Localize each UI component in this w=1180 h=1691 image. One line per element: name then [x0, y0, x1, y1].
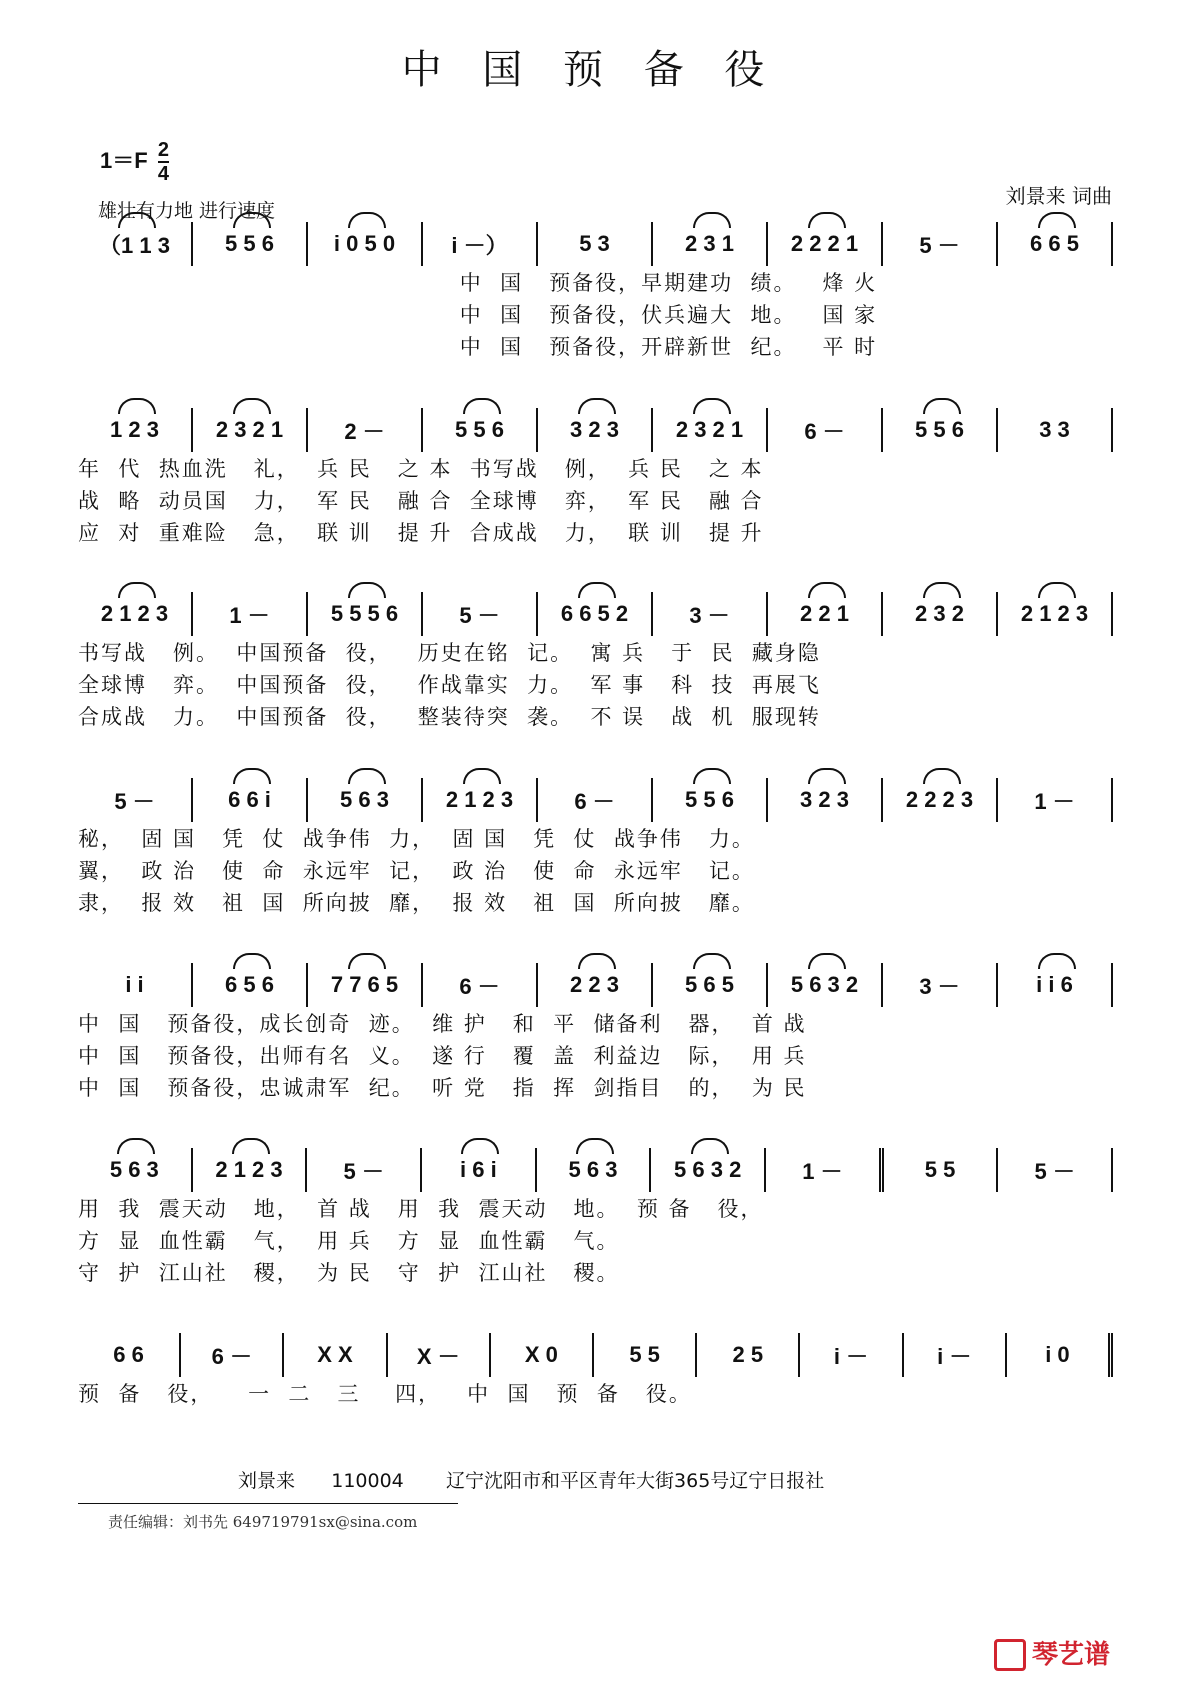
measure-notes: 5 5 — [629, 1342, 660, 1367]
lyric-line: 翼， 政 治 使 命 永远牢 记， 政 治 使 命 永远牢 记。 — [78, 859, 755, 883]
measure — [388, 1333, 491, 1377]
measure — [697, 1333, 800, 1377]
slur-mark — [233, 953, 271, 969]
measure — [78, 1333, 181, 1377]
measure — [998, 778, 1113, 822]
measure — [308, 592, 423, 636]
notation-row — [78, 778, 1113, 822]
measure — [193, 408, 308, 452]
slur-mark — [233, 768, 271, 784]
measure — [423, 778, 538, 822]
measure — [653, 592, 768, 636]
measure — [768, 592, 883, 636]
lyric-line: 秘， 固 国 凭 仗 战争伟 力， 固 国 凭 仗 战争伟 力。 — [78, 827, 755, 851]
slur-mark — [1038, 212, 1076, 228]
slur-mark — [808, 768, 846, 784]
measure-notes: 5 － — [459, 602, 500, 628]
measure — [998, 1148, 1113, 1192]
key-label: 1＝F — [100, 147, 148, 173]
score-system — [78, 778, 1113, 918]
measure — [538, 778, 653, 822]
measure-notes: i 0 5 0 — [333, 231, 396, 256]
measure — [768, 408, 883, 452]
watermark-text: 琴艺谱 — [1031, 1639, 1110, 1670]
lyric-line: 中 国 预备役，早期建功 绩。 烽 火 — [78, 271, 878, 295]
measure — [308, 408, 423, 452]
measure-notes: 5 6 3 — [568, 1157, 618, 1182]
measure-notes: 1 － — [1034, 788, 1075, 814]
logo-icon — [994, 1639, 1026, 1671]
measure-notes: i 6 i — [460, 1157, 497, 1182]
measure — [78, 408, 193, 452]
measure-notes: 5 6 3 2 — [674, 1157, 742, 1182]
measure — [883, 778, 998, 822]
measure — [884, 1148, 999, 1192]
measure — [653, 963, 768, 1007]
measure-notes: i － — [937, 1343, 972, 1369]
measure-notes: 2 2 2 3 — [905, 787, 974, 812]
measure-notes: （1 1 3 — [99, 232, 170, 258]
measure-notes: i －） — [451, 232, 508, 258]
measure-notes: 5 － — [919, 232, 960, 258]
measure — [78, 963, 193, 1007]
slur-mark — [117, 1138, 155, 1154]
measure-notes: 2 1 2 3 — [215, 1157, 283, 1182]
measure — [78, 778, 193, 822]
measure-notes: 5 5 6 — [915, 417, 964, 442]
measure — [78, 222, 193, 266]
slur-mark — [693, 212, 731, 228]
lyric-line: 中 国 预备役，出师有名 义。 遂 行 覆 盖 利益边 际， 用 兵 — [78, 1044, 807, 1068]
lyric-line: 预 备 役， 一 二 三 四， 中 国 预 备 役。 — [78, 1382, 692, 1406]
score-system — [78, 222, 1113, 362]
notation-row — [78, 408, 1113, 452]
measure-notes: i i — [125, 972, 144, 997]
slur-mark — [693, 953, 731, 969]
slur-mark — [923, 768, 961, 784]
measure — [308, 963, 423, 1007]
measure — [423, 222, 538, 266]
lyric-line: 战 略 动员国 力， 军 民 融 合 全球博 弈， 军 民 融 合 — [78, 489, 764, 513]
slur-mark — [233, 212, 271, 228]
measure-notes: 5 5 — [924, 1157, 956, 1182]
slur-mark — [461, 1138, 499, 1154]
measure-notes: 2 3 1 — [685, 231, 734, 256]
measure-notes: 2 － — [344, 418, 385, 444]
measure-notes: 5 5 6 — [685, 787, 734, 812]
measure-notes: 6 － — [804, 418, 845, 444]
tempo-marking: 雄壮有力地 进行速度 — [98, 200, 276, 222]
notation-row — [78, 1333, 1113, 1377]
measure — [768, 963, 883, 1007]
score-system — [78, 408, 1113, 548]
measure-notes: 3 － — [919, 973, 960, 999]
measure — [193, 592, 308, 636]
measure — [998, 408, 1113, 452]
slur-mark — [1038, 953, 1076, 969]
measure-notes: X － — [416, 1343, 460, 1369]
key-signature — [100, 140, 169, 184]
slur-mark — [808, 582, 846, 598]
measure-notes: 5 － — [343, 1158, 384, 1184]
measure-notes: 5 5 5 6 — [330, 601, 399, 626]
measure — [998, 222, 1113, 266]
measure — [904, 1333, 1007, 1377]
measure-notes: 6 6 i — [228, 787, 271, 812]
measure — [193, 222, 308, 266]
measure — [538, 963, 653, 1007]
measure-notes: 2 1 2 3 — [100, 601, 169, 626]
measure — [998, 963, 1113, 1007]
notation-row — [78, 222, 1113, 266]
measure-notes: 6 6 5 — [1030, 231, 1079, 256]
watermark — [994, 1634, 1110, 1672]
measure — [308, 778, 423, 822]
measure-notes: i 0 — [1045, 1342, 1070, 1367]
measure-notes: 2 3 2 — [915, 601, 964, 626]
measure-notes: 6 6 — [113, 1342, 144, 1367]
measure-notes: 6 5 6 — [225, 972, 274, 997]
measure-notes: 2 2 3 — [570, 972, 619, 997]
measure-notes: 6 － — [574, 788, 615, 814]
measure-notes: 2 3 2 1 — [675, 417, 744, 442]
slur-mark — [233, 398, 271, 414]
lyric-line: 年 代 热血洗 礼， 兵 民 之 本 书写战 例， 兵 民 之 本 — [78, 457, 764, 481]
measure — [998, 592, 1113, 636]
lyric-line: 方 显 血性霸 气， 用 兵 方 显 血性霸 气。 — [78, 1229, 620, 1253]
notation-row — [78, 1148, 1113, 1192]
measure-notes: i i 6 — [1036, 972, 1073, 997]
measure-notes: i － — [833, 1343, 869, 1369]
slur-mark — [348, 212, 386, 228]
measure — [883, 963, 998, 1007]
measure — [537, 1148, 652, 1192]
measure — [768, 222, 883, 266]
lyric-line: 隶， 报 效 祖 国 所向披 靡， 报 效 祖 国 所向披 靡。 — [78, 891, 755, 915]
measure-notes: 6 － — [459, 973, 500, 999]
lyric-line: 中 国 预备役，忠诚肃军 纪。 听 党 指 挥 剑指目 的， 为 民 — [78, 1076, 807, 1100]
measure-notes: 3 2 3 — [570, 417, 619, 442]
measure-notes: 5 6 3 2 — [790, 972, 859, 997]
lyric-line: 中 国 预备役，开辟新世 纪。 平 时 — [78, 335, 878, 359]
measure — [423, 963, 538, 1007]
measure-notes: 3 － — [689, 602, 730, 628]
measure — [423, 408, 538, 452]
slur-mark — [576, 1138, 614, 1154]
measure — [1007, 1333, 1113, 1377]
slur-mark — [578, 582, 616, 598]
slur-mark — [348, 768, 386, 784]
notation-row — [78, 592, 1113, 636]
measure — [883, 222, 998, 266]
measure-notes: 2 1 2 3 — [445, 787, 514, 812]
lyric-line: 中 国 预备役，成长创奇 迹。 维 护 和 平 储备利 器， 首 战 — [78, 1012, 807, 1036]
slur-mark — [691, 1138, 729, 1154]
measure-notes: 1 － — [229, 602, 270, 628]
measure-notes: 5 3 — [579, 231, 610, 256]
measure — [193, 963, 308, 1007]
score-system — [78, 1333, 1113, 1409]
measure — [538, 592, 653, 636]
measure-notes: 5 5 6 — [225, 231, 274, 256]
measure-notes: 2 3 2 1 — [215, 417, 284, 442]
slur-mark — [118, 212, 156, 228]
measure-notes: X X — [317, 1342, 353, 1367]
measure-notes: 2 1 2 3 — [1020, 601, 1089, 626]
measure — [594, 1333, 697, 1377]
measure — [78, 1148, 193, 1192]
time-denominator: 4 — [157, 163, 169, 185]
score-system — [78, 1148, 1113, 1288]
measure — [653, 408, 768, 452]
page-title: 中 国 预 备 役 — [401, 47, 779, 93]
lyric-line: 守 护 江山社 稷， 为 民 守 护 江山社 稷。 — [78, 1261, 620, 1285]
slur-mark — [463, 398, 501, 414]
measure — [181, 1333, 284, 1377]
slur-mark — [232, 1138, 270, 1154]
measure-notes: 1 2 3 — [110, 417, 159, 442]
measure — [423, 592, 538, 636]
slur-mark — [118, 582, 156, 598]
measure — [193, 778, 308, 822]
measure-notes: 3 2 3 — [800, 787, 849, 812]
slur-mark — [693, 768, 731, 784]
measure — [491, 1333, 594, 1377]
measure-notes: 2 2 1 — [800, 601, 849, 626]
measure-notes: 1 － — [802, 1158, 843, 1184]
slur-mark — [578, 398, 616, 414]
slur-mark — [578, 953, 616, 969]
slur-mark — [808, 953, 846, 969]
lyric-line: 应 对 重难险 急， 联 训 提 升 合成战 力， 联 训 提 升 — [78, 521, 764, 545]
measure — [653, 222, 768, 266]
slur-mark — [923, 582, 961, 598]
score-system — [78, 592, 1113, 732]
measure-notes: 3 3 — [1039, 417, 1070, 442]
measure — [538, 408, 653, 452]
author-credit: 刘景来 词曲 — [1005, 184, 1112, 208]
measure — [307, 1148, 422, 1192]
slur-mark — [118, 398, 156, 414]
lyric-line: 中 国 预备役，伏兵遍大 地。 国 家 — [78, 303, 878, 327]
measure-notes: 5 6 3 — [109, 1157, 159, 1182]
measure — [308, 222, 423, 266]
measure-notes: 5 6 3 — [340, 787, 389, 812]
measure-notes: 6 6 5 2 — [560, 601, 629, 626]
measure — [653, 778, 768, 822]
notation-row — [78, 963, 1113, 1007]
measure-notes: 5 － — [1034, 1158, 1075, 1184]
lyric-line: 全球博 弈。 中国预备 役， 作战靠实 力。 军 事 科 技 再展飞 — [78, 673, 821, 697]
measure — [883, 408, 998, 452]
lyric-line: 用 我 震天动 地， 首 战 用 我 震天动 地。 预 备 役， — [78, 1197, 764, 1221]
slur-mark — [348, 582, 386, 598]
measure-notes: 5 5 6 — [455, 417, 504, 442]
editor-credit: 责任编辑：刘书先 649719791sx@sina.com — [108, 1513, 418, 1531]
measure — [538, 222, 653, 266]
measure-notes: X 0 — [524, 1342, 558, 1367]
slur-mark — [693, 398, 731, 414]
measure — [78, 592, 193, 636]
measure — [651, 1148, 766, 1192]
measure-notes: 6 － — [211, 1343, 252, 1369]
measure-notes: 2 5 — [732, 1342, 764, 1367]
measure — [883, 592, 998, 636]
score-system — [78, 963, 1113, 1103]
divider — [78, 1503, 458, 1504]
measure — [766, 1148, 884, 1192]
slur-mark — [463, 768, 501, 784]
measure-notes: 5 － — [114, 788, 155, 814]
measure — [768, 778, 883, 822]
slur-mark — [1038, 582, 1076, 598]
measure — [193, 1148, 308, 1192]
slur-mark — [348, 953, 386, 969]
time-numerator: 2 — [157, 139, 169, 161]
time-signature — [158, 140, 169, 184]
lyric-line: 书写战 例。 中国预备 役， 历史在铭 记。 寓 兵 于 民 藏身隐 — [78, 641, 821, 665]
slur-mark — [808, 212, 846, 228]
measure — [800, 1333, 903, 1377]
lyric-line: 合成战 力。 中国预备 役， 整装待突 袭。 不 误 战 机 服现转 — [78, 705, 821, 729]
slur-mark — [923, 398, 961, 414]
measure-notes: 7 7 6 5 — [330, 972, 399, 997]
author-address: 刘景来 110004 辽宁沈阳市和平区青年大街365号辽宁日报社 — [238, 1470, 825, 1492]
measure — [284, 1333, 387, 1377]
measure-notes: 2 2 2 1 — [790, 231, 859, 256]
measure — [422, 1148, 537, 1192]
measure-notes: 5 6 5 — [685, 972, 734, 997]
